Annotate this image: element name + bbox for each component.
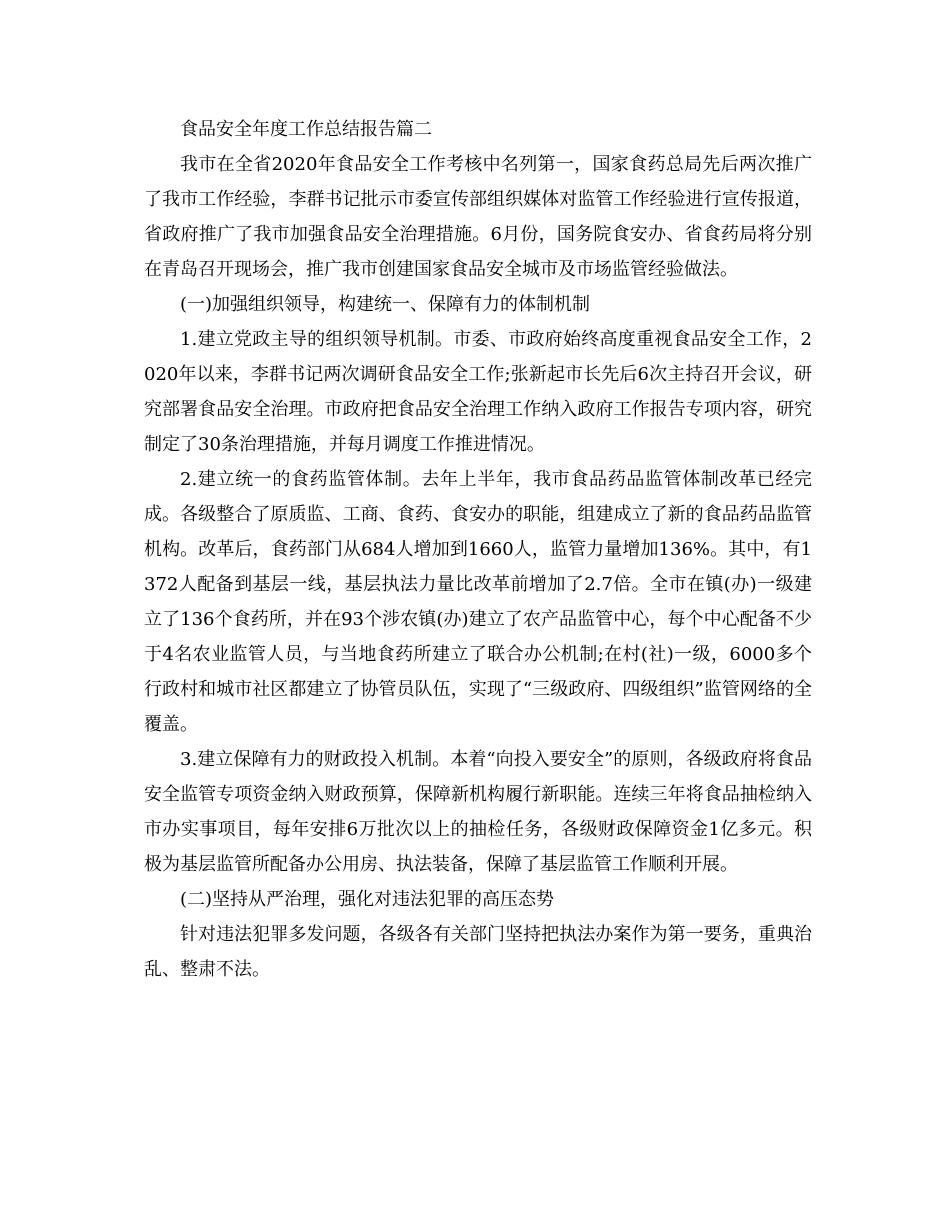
section-heading-2: (二)坚持从严治理，强化对违法犯罪的高压态势 — [180, 889, 555, 910]
section-heading-1: (一)加强组织领导，构建统一、保障有力的体制机制 — [180, 294, 591, 315]
paragraph-item-1: 1.建立党政主导的组织领导机制。市委、市政府始终高度重视食品安全工作，2020年以来，李群书记两次调研食品安全工作;张新起市长先后6次主持召开会议，研究部署食品安全治理。市政府把食品安全治理工作纳入政府工作报告专项内容，研究制定了30条治理措施，并每月调度工作推进情况。 — [144, 329, 812, 455]
paragraph-item-3: 3.建立保障有力的财政投入机制。本着“向投入要安全”的原则，各级政府将食品安全监管专项资金纳入财政预算，保障新机构履行新职能。连续三年将食品抽检纳入市办实事项目，每年安排6万批次以上的抽检任务，各级财政保障资金1亿多元。积极为基层监管所配备办公用房、执法装备，保障了基层监管工作顺利开展。 — [144, 749, 812, 875]
paragraph-closing: 针对违法犯罪多发问题，各级各有关部门坚持把执法办案作为第一要务，重典治乱、整肃不法。 — [144, 924, 812, 980]
paragraph-intro: 我市在全省2020年食品安全工作考核中名列第一，国家食药总局先后两次推广了我市工作经验，李群书记批示市委宣传部组织媒体对监管工作经验进行宣传报道，省政府推广了我市加强食品安全治理措施。6月份，国务院食安办、省食药局将分别在青岛召开现场会，推广我市创建国家食品安全城市及市场监管经验做法。 — [144, 154, 812, 280]
document-body — [144, 112, 812, 987]
document-title: 食品安全年度工作总结报告篇二 — [180, 119, 432, 140]
paragraph-item-2: 2.建立统一的食药监管体制。去年上半年，我市食品药品监管体制改革已经完成。各级整合了原质监、工商、食药、食安办的职能，组建成立了新的食品药品监管机构。改革后，食药部门从684人增加到1660人，监管力量增加136%。其中，有1372人配备到基层一线，基层执法力量比改革前增加了2.7倍。全市在镇(办)一级建立了136个食药所，并在93个涉农镇(办)建立了农产品监管中心，每个中心配备不少于4名农业监管人员，与当地食药所建立了联合办公机制;在村(社)一级，6000多个行政村和城市社区都建立了协管员队伍，实现了“三级政府、四级组织”监管网络的全覆盖。 — [144, 469, 812, 735]
